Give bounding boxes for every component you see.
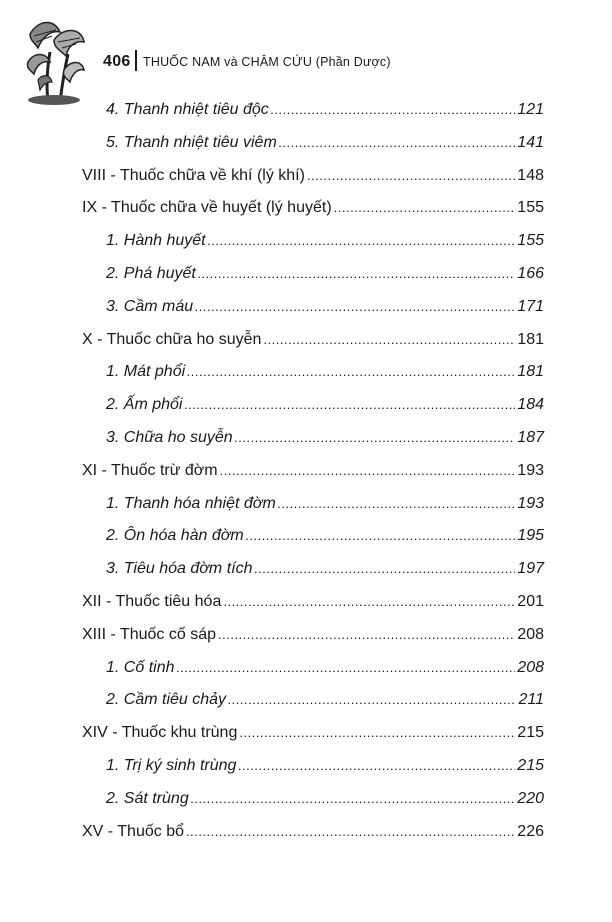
toc-entry-page: 197 xyxy=(517,560,544,578)
toc-entry-title: 1. Mát phổi xyxy=(106,363,186,381)
toc-entry-title: 2. Ôn hóa hàn đờm xyxy=(106,527,244,545)
toc-entry-page: 187 xyxy=(517,429,544,446)
toc-entry-page: 193 xyxy=(517,461,544,479)
dot-leader xyxy=(279,135,516,150)
toc-entry xyxy=(82,331,544,355)
dot-leader xyxy=(271,102,516,117)
toc-entry-title: XIII - Thuốc cố sáp xyxy=(82,625,216,643)
toc-entry-title: 3. Chữa ho suyễn xyxy=(106,429,233,446)
toc-entry xyxy=(82,167,544,191)
toc-entry xyxy=(106,298,544,322)
dot-leader xyxy=(334,200,516,215)
toc-entry xyxy=(106,232,544,256)
dot-leader xyxy=(220,463,516,478)
toc-entry-title: 2. Ấm phổi xyxy=(106,396,183,414)
toc-entry xyxy=(82,626,544,650)
toc-entry-title: 2. Sát trùng xyxy=(106,789,189,807)
dot-leader xyxy=(184,397,515,412)
dot-leader xyxy=(208,233,516,248)
dot-leader xyxy=(246,528,516,543)
toc-entry-page: 166 xyxy=(517,265,544,282)
dot-leader xyxy=(191,791,516,806)
toc-entry xyxy=(106,429,544,453)
toc-entry xyxy=(106,363,544,387)
toc-entry-title: XV - Thuốc bổ xyxy=(82,822,184,840)
toc-entry-title: 3. Cầm máu xyxy=(106,297,194,315)
toc-entry xyxy=(82,593,544,617)
dot-leader xyxy=(235,430,516,445)
dot-leader xyxy=(187,364,515,379)
dot-leader xyxy=(218,627,515,642)
toc-entry xyxy=(106,101,544,125)
toc-entry-page: 215 xyxy=(517,757,544,774)
toc-entry-title: 4. Thanh nhiệt tiêu độc xyxy=(106,101,269,118)
toc-entry-page: 195 xyxy=(517,527,544,545)
toc-entry xyxy=(82,199,544,223)
toc-entry-page: 220 xyxy=(517,789,544,807)
page-number: 406 xyxy=(103,53,131,70)
toc-entry xyxy=(106,134,544,158)
dot-leader xyxy=(198,266,515,281)
toc-entry-page: 121 xyxy=(517,101,544,118)
toc-entry xyxy=(106,659,544,683)
dot-leader xyxy=(223,594,515,609)
toc-entry-title: VIII - Thuốc chữa về khí (lý khí) xyxy=(82,166,305,184)
toc-entry xyxy=(106,757,544,781)
dot-leader xyxy=(228,692,516,707)
dot-leader xyxy=(307,168,515,183)
toc-entry-page: 211 xyxy=(518,691,544,709)
toc-entry-title: XIV - Thuốc khu trùng xyxy=(82,724,238,742)
dot-leader xyxy=(186,824,515,839)
toc-entry-title: 2. Phá huyết xyxy=(106,265,196,282)
toc-entry-page: 141 xyxy=(517,133,544,151)
toc-entry-title: 1. Hành huyết xyxy=(106,232,206,250)
toc-entry-page: 181 xyxy=(517,330,544,348)
page-header xyxy=(0,0,612,105)
running-title: THUỐC NAM và CHÂM CỨU (Phần Dược) xyxy=(143,55,391,69)
toc-entry xyxy=(106,560,544,584)
toc-entry-page: 171 xyxy=(517,297,544,315)
toc-entry-title: 1. Thanh hóa nhiệt đờm xyxy=(106,494,276,512)
toc-entry-title: XII - Thuốc tiêu hóa xyxy=(82,593,222,610)
toc-entry-page: 208 xyxy=(517,625,544,643)
toc-entry-page: 184 xyxy=(517,396,544,414)
toc-entry xyxy=(82,462,544,486)
toc-entry xyxy=(106,495,544,519)
dot-leader xyxy=(239,725,515,740)
dot-leader xyxy=(238,758,515,773)
toc-entry-title: 1. Trị ký sinh trùng xyxy=(106,757,237,774)
header-divider xyxy=(135,50,137,71)
toc-entry-page: 193 xyxy=(517,494,544,512)
toc-entry-page: 155 xyxy=(517,232,544,250)
toc-entry-page: 155 xyxy=(517,199,544,217)
dot-leader xyxy=(255,561,516,576)
toc-entry-title: 2. Cầm tiêu chảy xyxy=(106,691,227,709)
toc-entry-page: 181 xyxy=(517,363,544,381)
toc-entry-page: 226 xyxy=(517,822,544,840)
herb-plant-logo xyxy=(20,14,88,106)
toc-entry-title: 5. Thanh nhiệt tiêu viêm xyxy=(106,133,277,151)
toc-entry xyxy=(82,724,544,748)
dot-leader xyxy=(176,660,515,675)
toc-entry-title: IX - Thuốc chữa về huyết (lý huyết) xyxy=(82,199,332,217)
toc-entry xyxy=(82,823,544,847)
toc-entry-page: 201 xyxy=(517,593,544,610)
toc-entry-title: 3. Tiêu hóa đờm tích xyxy=(106,560,253,578)
toc-entry-page: 148 xyxy=(517,166,544,184)
toc-entry xyxy=(106,527,544,551)
toc-entry xyxy=(106,396,544,420)
dot-leader xyxy=(195,299,515,314)
toc-entry-page: 215 xyxy=(517,724,544,742)
toc-entry xyxy=(106,691,544,715)
toc-entry-title: X - Thuốc chữa ho suyễn xyxy=(82,330,262,348)
toc-entry xyxy=(106,265,544,289)
dot-leader xyxy=(278,496,516,511)
toc-entry-title: 1. Cố tinh xyxy=(106,658,175,676)
toc-entry xyxy=(106,790,544,814)
dot-leader xyxy=(263,332,515,347)
toc-entry-page: 208 xyxy=(517,658,544,676)
toc-entry-title: XI - Thuốc trừ đờm xyxy=(82,461,218,479)
